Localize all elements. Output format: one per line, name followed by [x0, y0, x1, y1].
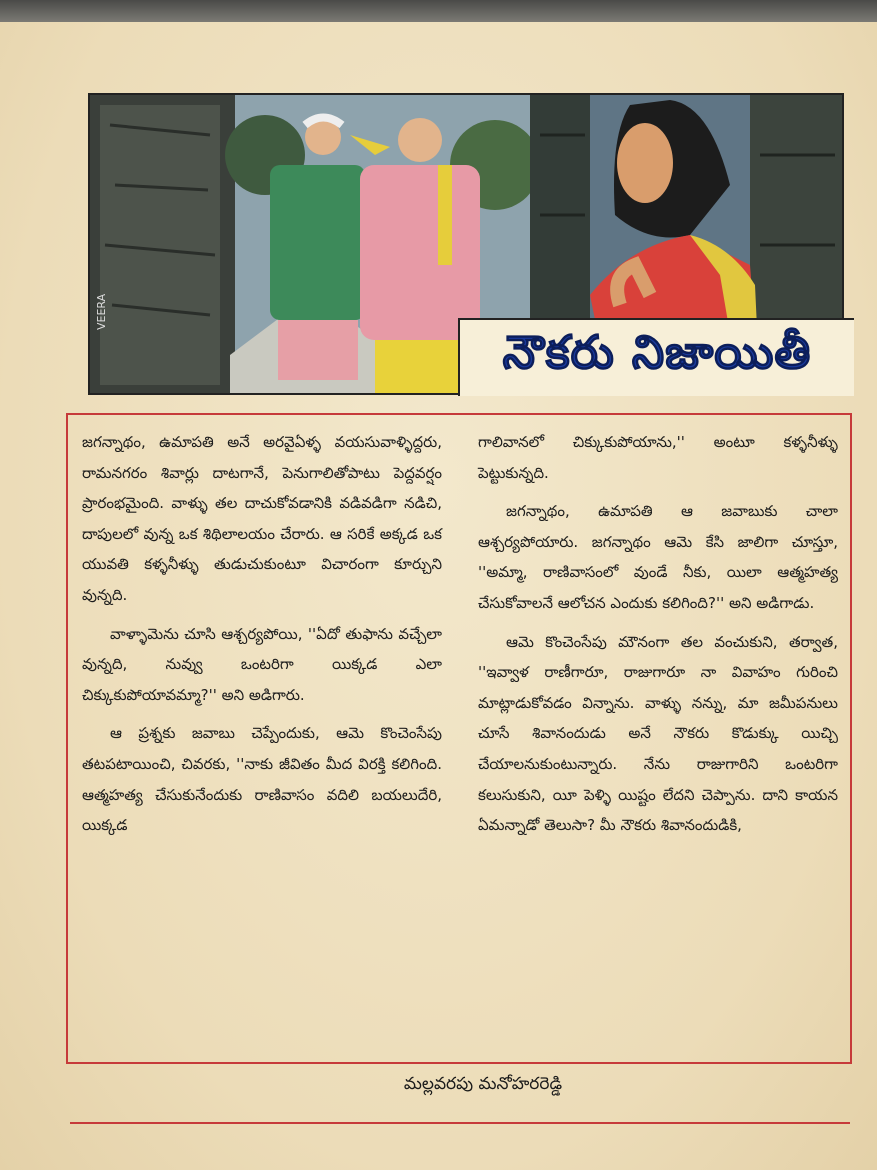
- scan-top-strip: [0, 0, 877, 22]
- story-text-box: [66, 413, 852, 1064]
- paragraph: జగన్నాథం, ఉమాపతి అనే అరవైఏళ్ళ వయసువాళ్ళిద్దరు, రామనగరం శివార్లు దాటగానే, పెనుగాలితోపాటు పెద్దవర్షం ప్రారంభమైంది. వాళ్ళు తల దాచుకోవడానికి వడివడిగా నడిచి, దాపులలో వున్న ఒక శిథిలాలయం చేరారు. ఆ సరికే అక్కడ ఒక యువతి కళ్ళనీళ్ళు తుడుచుకుంటూ విచారంగా కూర్చుని వున్నది.: [82, 433, 442, 604]
- author-name: మల్లవరపు మనోహరరెడ్డి: [403, 1074, 563, 1094]
- paragraph: వాళ్ళామెను చూసి ఆశ్చర్యపోయి, ''ఏదో తుఫాను వచ్చేలా వున్నది, నువ్వు ఒంటరిగా యిక్కడ ఎలా చిక్కుకుపోయావమ్మా?'' అని అడిగారు.: [82, 624, 442, 704]
- paragraph: గాలివానలో చిక్కుకుపోయాను,'' అంటూ కళ్ళనీళ్ళు పెట్టుకున్నది.: [478, 433, 838, 482]
- paragraph: జగన్నాథం, ఉమాపతి ఆ జవాబుకు చాలా ఆశ్చర్యపోయారు. జగన్నాథం ఆమె కేసి జాలిగా చూస్తూ, ''అమ్మా, రాణివాసంలో వుండే నీకు, యిలా ఆత్మహత్య చేసుకోవాలనే ఆలోచన ఎందుకు కలిగింది?'' అని అడిగాడు.: [478, 502, 838, 612]
- bottom-rule: [70, 1122, 850, 1124]
- left-column: [82, 427, 442, 849]
- column-divider: [457, 425, 458, 1053]
- paragraph: ఆ ప్రశ్నకు జవాబు చెప్పేందుకు, ఆమె కొంచెంసేపు తటపటాయించి, చివరకు, ''నాకు జీవితం మీద విరక్తి కలిగింది. ఆత్మహత్య చేసుకునేందుకు రాణివాసం వదిలి బయలుదేరి, యిక్కడ: [82, 724, 442, 835]
- artist-signature: VEERA: [95, 293, 108, 330]
- paragraph: ఆమె కొంచెంసేపు మౌనంగా తల వంచుకుని, తర్వాత, ''ఇవ్వాళ రాణీగారూ, రాజుగారూ నా వివాహం గురించి మాట్లాడుకోవడం విన్నాను. వాళ్ళు నన్ను, మా జమీపనులు చూసే శివానందుడు అనే నౌకరు కొడుక్కు యిచ్చి చేయాలనుకుంటున్నారు. నేను రాజుగారిని ఒంటరిగా కలుసుకుని, యీ పెళ్ళి యిష్టం లేదని చెప్పాను. దాని కాయన ఏమన్నాడో తెలుసా? మీ నౌకరు శివానందుడికి,: [478, 632, 838, 835]
- right-column: [478, 427, 838, 849]
- story-title: నౌకరు నిజాయితీ: [458, 318, 854, 396]
